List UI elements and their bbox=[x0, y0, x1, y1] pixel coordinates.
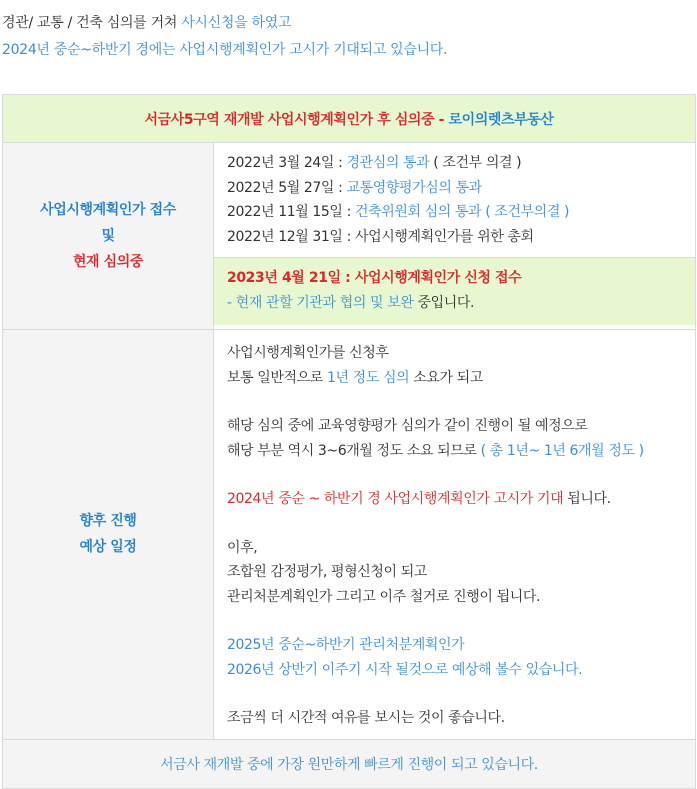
event-date: 2022년 5월 27일 : bbox=[227, 179, 347, 196]
schedule-table bbox=[2, 94, 695, 789]
schedule-text-span: 보통 일반적으로 bbox=[227, 369, 327, 386]
event-item bbox=[227, 176, 683, 201]
schedule-paragraph-line bbox=[227, 366, 683, 391]
table-header-dash: - bbox=[434, 111, 449, 128]
schedule-paragraph-line: 해당 심의 중에 교육영향평가 심의가 같이 진행이 될 예정으로 bbox=[227, 418, 588, 434]
table-header bbox=[3, 95, 696, 143]
current-status-text: - 현재 관할 기관과 협의 및 보완 bbox=[227, 295, 418, 311]
event-item bbox=[227, 225, 683, 250]
row1-label-line-3: 현재 심의중 bbox=[72, 254, 144, 270]
schedule-paragraph-line bbox=[227, 439, 683, 464]
schedule-paragraph-line: 2026년 상반기 이주기 시작 될것으로 예상해 볼수 있습니다. bbox=[227, 661, 583, 678]
event-desc: 건축위원회 심의 통과 ( 조건부의결 ) bbox=[354, 204, 570, 220]
schedule-paragraph-line: 조합원 감정평가, 평형신청이 되고 bbox=[227, 564, 427, 580]
event-date: 2022년 12월 31일 : bbox=[227, 228, 355, 245]
row2-content bbox=[214, 330, 696, 740]
event-date: 2022년 3월 24일 : bbox=[227, 155, 347, 171]
event-desc: 사업시행계획인가를 위한 총회 bbox=[354, 228, 534, 245]
row1-content bbox=[214, 143, 696, 330]
current-status-tail: 중입니다. bbox=[417, 295, 475, 311]
schedule-text-span: 해당 부분 역시 3~6개월 정도 소요 되므로 bbox=[227, 442, 481, 459]
schedule-paragraph-line: 사업시행계획인가를 신청후 bbox=[227, 345, 389, 361]
schedule-highlight: 1년 정도 심의 bbox=[326, 369, 410, 386]
table-header-title: 서금사5구역 재개발 사업시행계획인가 후 심의중 bbox=[144, 111, 435, 128]
intro-line-1 bbox=[2, 10, 697, 37]
schedule-paragraph-line bbox=[227, 487, 683, 512]
intro-line-1-text: 경관/ 교통 / 건축 심의를 거쳐 bbox=[2, 15, 182, 31]
row2-label-line-2: 예상 일정 bbox=[79, 539, 137, 556]
row2-label-line-1: 향후 진행 bbox=[79, 513, 137, 530]
intro-line-2: 2024년 중순~하반기 경에는 사업시행계획인가 고시가 기대되고 있습니다. bbox=[2, 42, 448, 58]
event-tail: ( 조건부 의결 ) bbox=[429, 155, 522, 171]
schedule-paragraph-line: 관리처분계획인가 그리고 이주 철거로 진행이 됩니다. bbox=[227, 588, 541, 605]
event-item bbox=[227, 200, 683, 225]
event-date: 2022년 11월 15일 : bbox=[227, 204, 355, 220]
event-item bbox=[227, 151, 683, 176]
schedule-text bbox=[214, 330, 695, 739]
row1-label-line-1: 사업시행계획인가 접수 bbox=[40, 202, 176, 218]
row2-label bbox=[3, 330, 214, 740]
schedule-highlight: ( 총 1년~ 1년 6개월 정도 ) bbox=[480, 442, 644, 459]
current-status-line bbox=[227, 291, 683, 316]
schedule-paragraph-line: 조금씩 더 시간적 여유를 보시는 것이 좋습니다. bbox=[227, 710, 505, 726]
row1-label bbox=[3, 143, 214, 330]
event-desc: 경관심의 통과 bbox=[346, 155, 430, 171]
application-date: 2023년 4월 21일 : 사업시행계획인가 신청 접수 bbox=[227, 270, 522, 286]
table-header-agent: 로이의렛츠부동산 bbox=[448, 111, 554, 128]
table-footer: 서금사 재개발 중에 가장 원만하게 빠르게 진행이 되고 있습니다. bbox=[3, 739, 696, 788]
schedule-paragraph-line: 이후, bbox=[227, 539, 258, 556]
schedule-text-span: 소요가 되고 bbox=[409, 369, 483, 386]
event-list bbox=[214, 143, 695, 257]
row1-label-line-2: 및 bbox=[101, 228, 115, 244]
schedule-text-span: 됩니다. bbox=[563, 491, 611, 507]
schedule-paragraph-line: 2025년 중순~하반기 관리처분계획인가 bbox=[227, 637, 465, 653]
event-desc: 교통영향평가심의 통과 bbox=[346, 179, 482, 196]
intro-text bbox=[0, 0, 697, 64]
schedule-highlight-red: 2024년 중순 ~ 하반기 경 사업시행계획인가 고시가 기대 bbox=[227, 491, 564, 507]
current-status-box bbox=[214, 257, 695, 325]
intro-line-1-highlight: 사시신청을 하였고 bbox=[181, 15, 292, 31]
